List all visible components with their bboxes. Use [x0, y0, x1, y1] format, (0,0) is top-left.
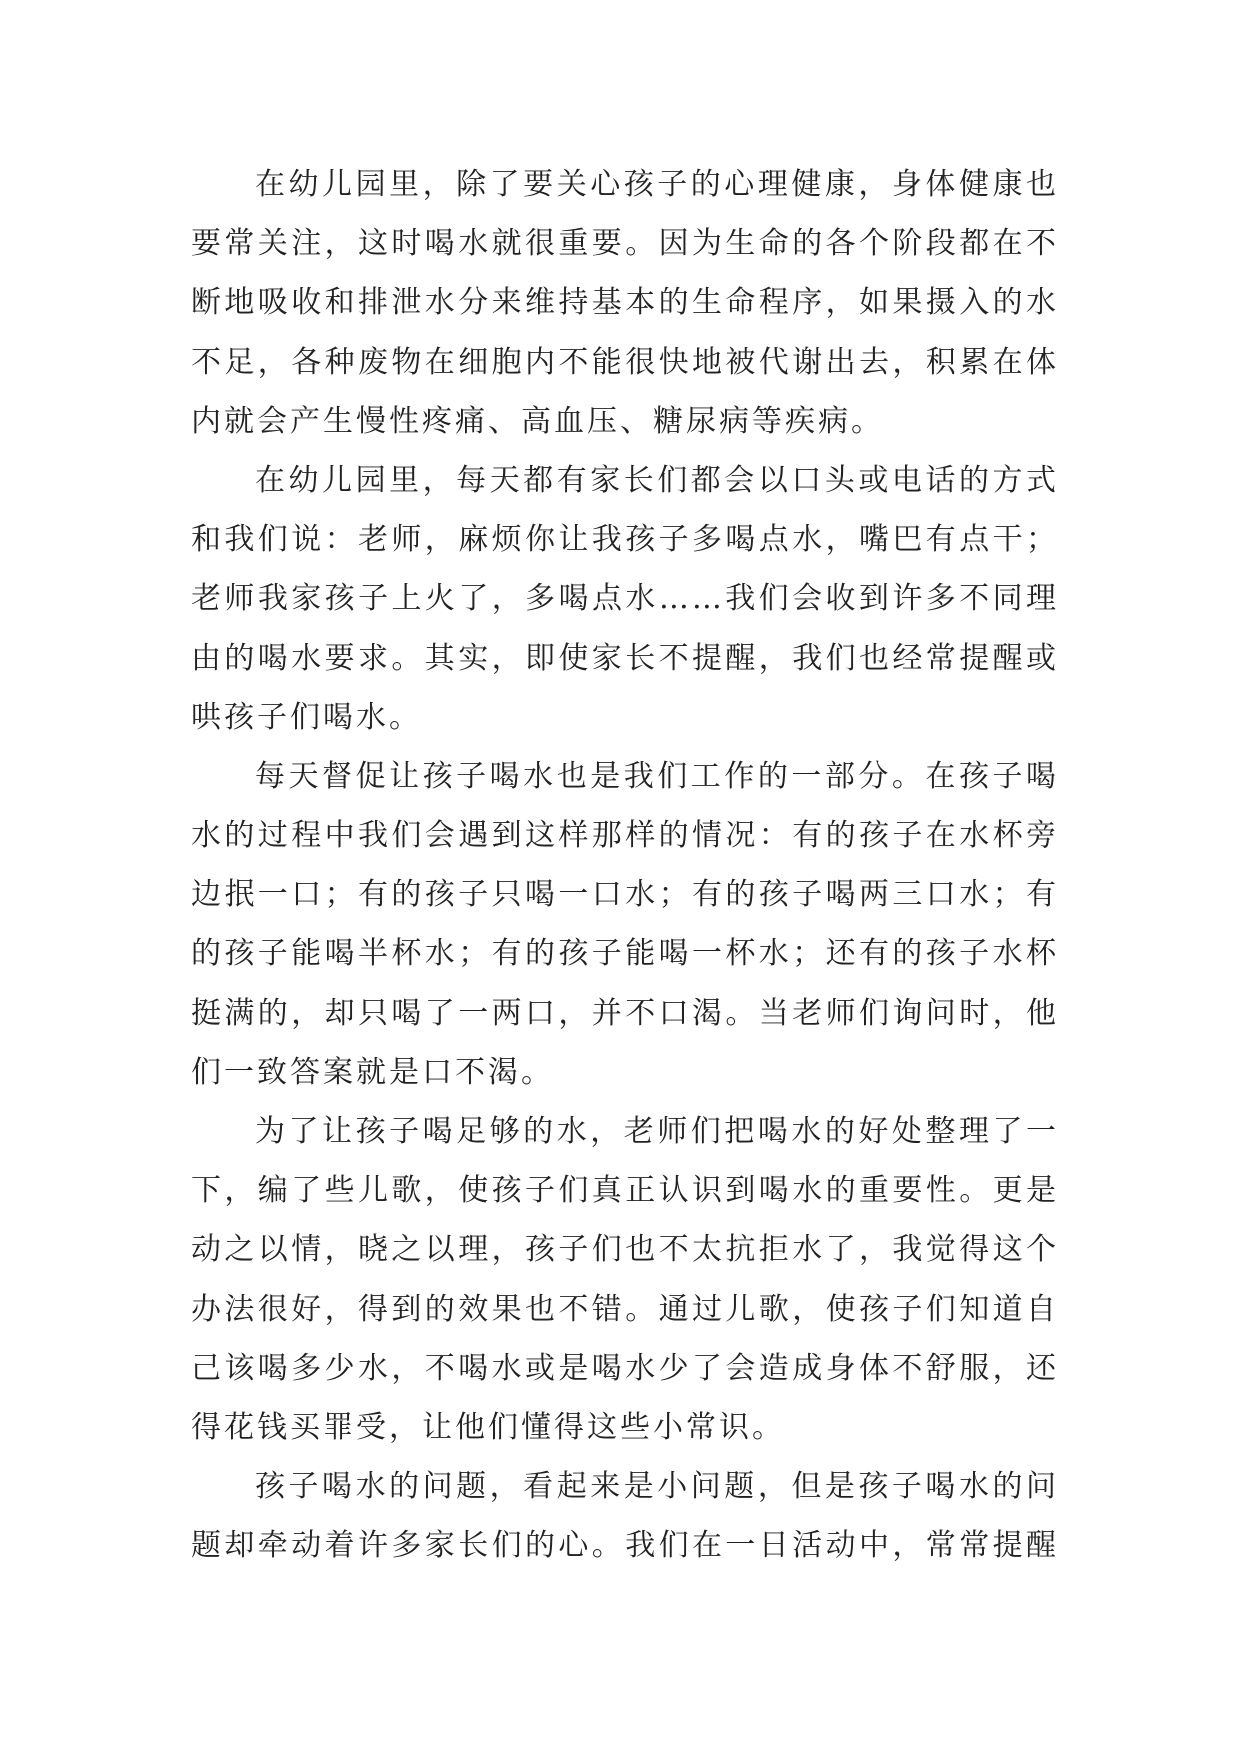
text-line: 和我们说：老师，麻烦你让我孩子多喝点水，嘴巴有点干； [191, 522, 1059, 558]
text-line: 孩子喝水的问题，看起来是小问题，但是孩子喝水的问 [255, 1469, 1059, 1505]
text-line: 由的喝水要求。其实，即使家长不提醒，我们也经常提醒或 [191, 640, 1059, 676]
text-line: 每天督促让孩子喝水也是我们工作的一部分。在孩子喝 [255, 758, 1059, 794]
text-line: 动之以情，晓之以理，孩子们也不太抗拒水了，我觉得这个 [191, 1232, 1059, 1268]
text-line: 老师我家孩子上火了，多喝点水……我们会收到许多不同理 [191, 581, 1059, 617]
paragraph-4 [191, 1102, 1059, 1457]
text-line: 题却牵动着许多家长们的心。我们在一日活动中，常常提醒 [191, 1528, 1059, 1564]
text-line: 下，编了些儿歌，使孩子们真正认识到喝水的重要性。更是 [191, 1173, 1059, 1209]
document-body [191, 155, 1059, 1576]
text-line: 要常关注，这时喝水就很重要。因为生命的各个阶段都在不 [191, 226, 1059, 262]
text-line: 办法很好，得到的效果也不错。通过儿歌，使孩子们知道自 [191, 1291, 1059, 1327]
text-line: 断地吸收和排泄水分来维持基本的生命程序，如果摄入的水 [191, 285, 1059, 321]
text-line: 挺满的，却只喝了一两口，并不口渴。当老师们询问时，他 [191, 995, 1059, 1031]
text-line: 在幼儿园里，除了要关心孩子的心理健康，身体健康也 [255, 167, 1059, 202]
text-line: 得花钱买罪受，让他们懂得这些小常识。 [191, 1409, 785, 1445]
text-line: 己该喝多少水，不喝水或是喝水少了会造成身体不舒服，还 [191, 1350, 1059, 1386]
text-line: 们一致答案就是口不渴。 [191, 1054, 554, 1090]
text-line: 哄孩子们喝水。 [191, 699, 422, 735]
text-line: 在幼儿园里，每天都有家长们都会以口头或电话的方式 [255, 462, 1059, 498]
paragraph-1 [191, 155, 1059, 451]
paragraph-3 [191, 747, 1059, 1102]
text-line: 水的过程中我们会遇到这样那样的情况：有的孩子在水杯旁 [191, 818, 1059, 854]
text-line: 不足，各种废物在细胞内不能很快地被代谢出去，积累在体 [191, 344, 1059, 380]
text-line: 为了让孩子喝足够的水，老师们把喝水的好处整理了一 [255, 1114, 1059, 1149]
text-line: 边抿一口；有的孩子只喝一口水；有的孩子喝两三口水；有 [191, 877, 1059, 913]
text-line: 的孩子能喝半杯水；有的孩子能喝一杯水；还有的孩子水杯 [191, 936, 1059, 972]
paragraph-2 [191, 451, 1059, 747]
paragraph-5 [191, 1457, 1059, 1575]
text-line: 内就会产生慢性疼痛、高血压、糖尿病等疾病。 [191, 403, 884, 439]
